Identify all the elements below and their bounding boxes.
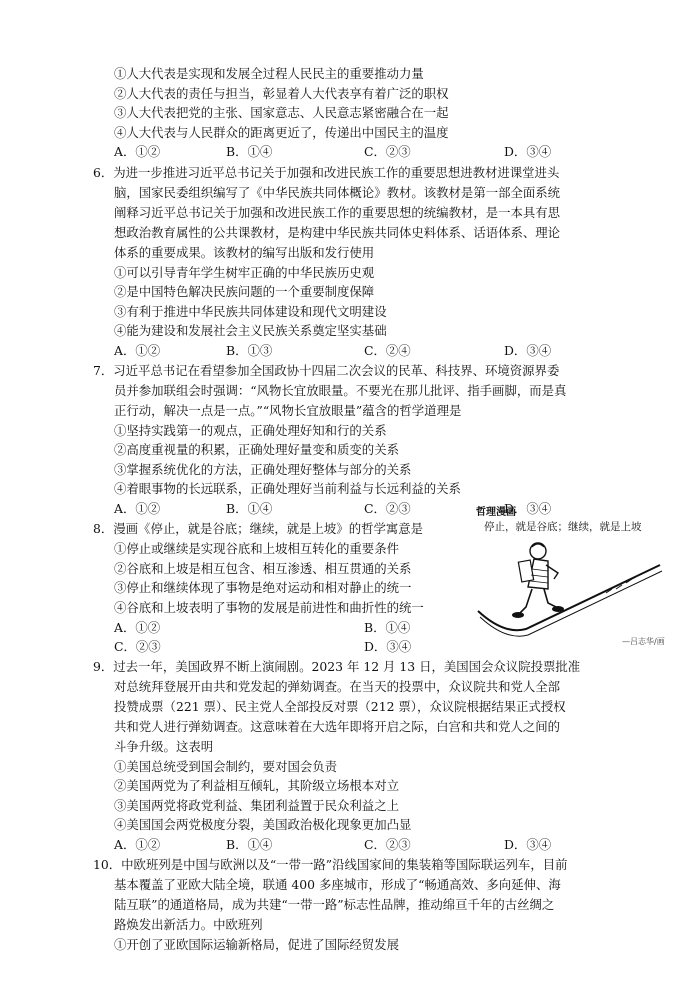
q9-option-3: ③美国两党将政党利益、集团利益置于民众利益之上 xyxy=(114,798,399,813)
q5-choice-a: A．①② xyxy=(114,144,161,159)
q7-option-3: ③掌握系统优化的方法，正确处理好整体与部分的关系 xyxy=(114,462,412,477)
q8-choice-c: C．②③ xyxy=(114,639,161,654)
q9-choice-c: C．②③ xyxy=(364,837,411,852)
q6-stem-line-2: 脑，国家民委组织编写了《中华民族共同体概论》教材。该教材是第一部全面系统 xyxy=(114,185,561,200)
comic-credit: —吕志华/画 xyxy=(622,637,665,646)
q6-stem-line-4: 想政治教育属性的公共课教材，是构建中华民族共同体史料体系、话语体系、理论 xyxy=(114,225,561,240)
q9-stem-line-2: 对总统拜登展开由共和党发起的弹劾调查。在当天的投票中，众议院共和党人全部 xyxy=(114,679,561,694)
q6-option-2: ②是中国特色解决民族问题的一个重要制度保障 xyxy=(114,284,375,299)
q9-option-2: ②美国两党为了利益相互倾轧，其阶级立场根本对立 xyxy=(114,778,399,793)
q5-option-3: ③人大代表把党的主张、国家意志、人民意志紧密融合在一起 xyxy=(114,105,449,120)
q8-choices-row-2 xyxy=(114,637,474,656)
q7-choice-a: A．①② xyxy=(114,501,161,516)
q7-option-1: ①坚持实践第一的观点，正确处理好知和行的关系 xyxy=(114,423,387,438)
q8-option-1: ①停止或继续是实现谷底和上坡相互转化的重要条件 xyxy=(114,541,399,556)
q7-stem-line-3: 正行动，解决一点是一点。”“风物长宜放眼量”蕴含的哲学道理是 xyxy=(114,403,462,418)
q7-choice-d: D．③④ xyxy=(504,501,552,516)
q6-option-4: ④能为建设和发展社会主义民族关系奠定坚实基础 xyxy=(114,323,387,338)
q8-option-2: ②谷底和上坡是相互包含、相互渗透、相互贯通的关系 xyxy=(114,561,412,576)
q6-option-3: ③有利于推进中华民族共同体建设和现代文明建设 xyxy=(114,304,387,319)
q8-choice-d: D．③④ xyxy=(364,639,412,654)
q9-stem-line-1: 9．过去一年，美国政界不断上演闹剧。2023 年 12 月 13 日，美国国会众议院投票批准 xyxy=(93,659,581,674)
q5-choice-d: D．③④ xyxy=(504,144,552,159)
q5-choice-c: C．②③ xyxy=(364,144,411,159)
q9-choices xyxy=(114,835,634,854)
q8-stem-line-1: 8．漫画《停止，就是谷底；继续，就是上坡》的哲学寓意是 xyxy=(93,521,424,536)
q6-choice-a: A．①② xyxy=(114,343,161,358)
q10-stem-line-4: 路焕发出新活力。中欧班列 xyxy=(114,917,263,932)
comic-illustration xyxy=(474,503,674,649)
q6-stem-line-5: 体系的重要成果。该教材的编写出版和发行使用 xyxy=(114,245,375,260)
q7-option-4: ④着眼事物的长远联系，正确处理好当前利益与长远利益的关系 xyxy=(114,481,461,496)
q9-choice-d: D．③④ xyxy=(504,837,552,852)
q9-stem-line-3: 投赞成票（221 票）、民主党人全部投反对票（212 票），众议院根据结果正式授权 xyxy=(114,699,566,714)
q7-choice-c: C．②③ xyxy=(364,501,411,516)
q6-choice-d: D．③④ xyxy=(504,343,552,358)
q8-choice-a: A．①② xyxy=(114,620,161,635)
q5-option-1: ①人大代表是实现和发展全过程人民民主的重要推动力量 xyxy=(114,66,424,81)
q6-option-1: ①可以引导青年学生树牢正确的中华民族历史观 xyxy=(114,265,375,280)
q10-stem-line-2: 基本覆盖了亚欧大陆全境，联通 400 多座城市，形成了“畅通高效、多向延伸、海 xyxy=(114,877,561,892)
q9-option-4: ④美国国会两党极度分裂，美国政治极化现象更加凸显 xyxy=(114,817,412,832)
q6-stem-line-3: 阐释习近平总书记关于加强和改进民族工作的重要思想的统编教材，是一本具有思 xyxy=(114,205,561,220)
q9-choice-b: B．①④ xyxy=(226,837,273,852)
q5-choices xyxy=(114,142,634,161)
q6-choices xyxy=(114,341,634,360)
q6-stem-line-1: 6．为进一步推进习近平总书记关于加强和改进民族工作的重要思想进教材进课堂进头 xyxy=(93,165,560,180)
q6-choice-c: C．②④ xyxy=(364,343,411,358)
q7-choice-b: B．①④ xyxy=(226,501,273,516)
q9-option-1: ①美国总统受到国会制约，要对国会负责 xyxy=(114,759,338,774)
q10-stem-line-3: 陆互联”的通道格局，成为共建“一带一路”标志性品牌，推动绵亘千年的古丝绸之 xyxy=(114,897,555,912)
comic-tag: 哲理漫画 xyxy=(476,507,516,518)
q9-choice-a: A．①② xyxy=(114,837,161,852)
q6-choice-b: B．①③ xyxy=(226,343,273,358)
q7-option-2: ②高度重视量的积累，正确处理好量变和质变的关系 xyxy=(114,442,399,457)
q8-choices-row-1 xyxy=(114,618,474,637)
q9-stem-line-5: 斗争升级。这表明 xyxy=(114,739,214,754)
q9-stem-line-4: 共和党人进行弹劾调查。这意味着在大选年即将开启之际，白宫和共和党人之间的 xyxy=(114,719,561,734)
q7-stem-line-1: 7．习近平总书记在看望参加全国政协十四届二次会议的民革、科技界、环境资源界委 xyxy=(93,363,560,378)
q10-option-1: ①开创了亚欧国际运输新格局，促进了国际经贸发展 xyxy=(114,937,399,952)
q5-option-4: ④人大代表与人民群众的距离更近了，传递出中国民主的温度 xyxy=(114,125,449,140)
q8-choice-b: B．①④ xyxy=(364,620,411,635)
q5-choice-b: B．①④ xyxy=(226,144,273,159)
q10-stem-line-1: 10．中欧班列是中国与欧洲以及“一带一路”沿线国家间的集装箱等国际联运列车，目前 xyxy=(93,857,568,872)
q8-option-3: ③停止和继续体现了事物是绝对运动和相对静止的统一 xyxy=(114,580,412,595)
q7-stem-line-2: 员并参加联组会时强调：“风物长宜放眼量。不要光在那儿批评、指手画脚，而是真 xyxy=(114,383,567,398)
comic-caption: 停止，就是谷底；继续，就是上坡 xyxy=(484,521,642,533)
q8-option-4: ④谷底和上坡表明了事物的发展是前进性和曲折性的统一 xyxy=(114,600,424,615)
q5-option-2: ②人大代表的责任与担当，彰显着人大代表享有着广泛的职权 xyxy=(114,86,449,101)
